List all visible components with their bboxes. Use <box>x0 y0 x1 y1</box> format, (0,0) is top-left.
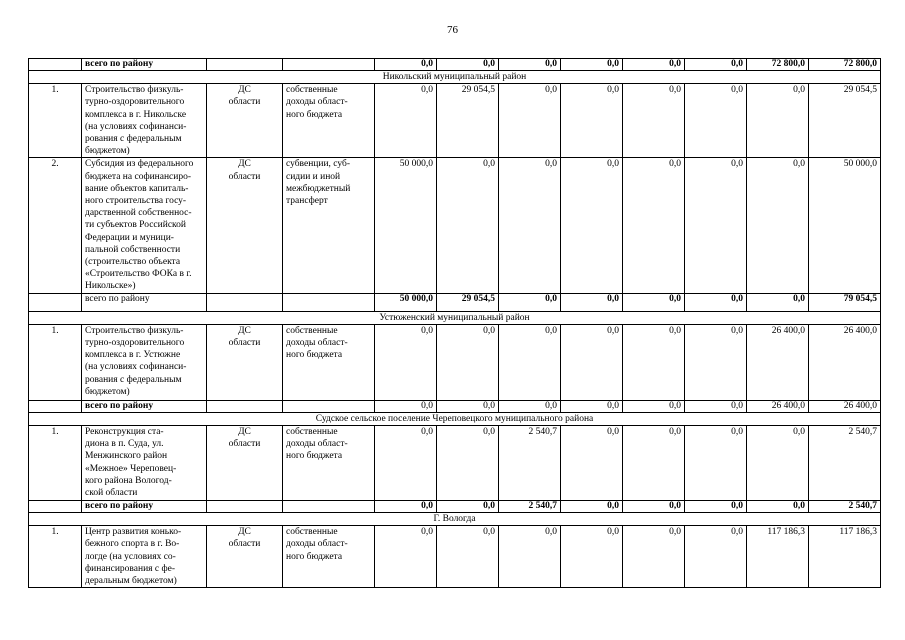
table-cell: 0,0 <box>561 59 623 71</box>
table-cell: 0,0 <box>685 426 747 501</box>
table-cell: 0,0 <box>375 400 437 412</box>
table-cell: 117 186,3 <box>747 526 809 588</box>
table-cell: 0,0 <box>437 501 499 513</box>
table-cell: 117 186,3 <box>809 526 881 588</box>
table-cell: 0,0 <box>561 400 623 412</box>
table-cell: 2 540,7 <box>499 501 561 513</box>
table-cell: 2 540,7 <box>809 426 881 501</box>
table-cell: 26 400,0 <box>747 400 809 412</box>
table-cell: 0,0 <box>437 158 499 293</box>
item-name: Строительство физкуль- турно-оздоровительного комплекса в г. Никольске (на условиях софинанси- рования с федеральным бюджетом) <box>82 84 207 158</box>
table-cell: 0,0 <box>623 324 685 400</box>
table-cell: 29 054,5 <box>437 84 499 158</box>
table-cell: 0,0 <box>685 84 747 158</box>
section-title: Никольский муниципальный район <box>29 71 881 84</box>
table-row <box>29 324 881 400</box>
table-cell: 26 400,0 <box>809 400 881 412</box>
section-header-row <box>29 412 881 425</box>
table-cell: 0,0 <box>561 526 623 588</box>
item-name: Реконструкция ста- диона в п. Суда, ул. Менжинского район «Межное» Череповец- кого района Вологод- ской области <box>82 426 207 501</box>
table-cell: 72 800,0 <box>809 59 881 71</box>
page-number: 76 <box>447 24 458 36</box>
table-cell: 0,0 <box>561 293 623 311</box>
table-row <box>29 158 881 293</box>
table-cell: 0,0 <box>499 526 561 588</box>
total-label: всего по району <box>82 400 207 412</box>
item-name: Центр развития конько- бежного спорта в г. Во- логде (на условиях со- финансирования с фе- деральным бюджетом) <box>82 526 207 588</box>
item-name: Субсидия из федерального бюджета на софинансиро- вание объектов капиталь- ного строительства госу- дарственной собственнос- ти субъектов Российской Федерации и муници- пальной собственности (строительство объекта «Строительство ФОКа в г. Никольске») <box>82 158 207 293</box>
item-organization: ДС области <box>207 426 283 501</box>
row-number: 1. <box>29 526 82 588</box>
table-cell: 0,0 <box>623 501 685 513</box>
item-funding-source: субвенции, суб- сидии и иной межбюджетный трансферт <box>283 158 375 293</box>
item-organization: ДС области <box>207 324 283 400</box>
section-header-row <box>29 513 881 526</box>
table-cell: 0,0 <box>561 426 623 501</box>
table-cell: 50 000,0 <box>375 293 437 311</box>
table-cell: 0,0 <box>375 59 437 71</box>
table-cell: 50 000,0 <box>375 158 437 293</box>
section-header-row <box>29 71 881 84</box>
total-label: всего по району <box>82 501 207 513</box>
table-cell: 2 540,7 <box>809 501 881 513</box>
table-cell: 0,0 <box>685 501 747 513</box>
table-cell: 0,0 <box>499 293 561 311</box>
section-header-row <box>29 311 881 324</box>
total-label: всего по району <box>82 59 207 71</box>
table-cell: 0,0 <box>561 501 623 513</box>
table-cell: 0,0 <box>685 293 747 311</box>
table-cell: 0,0 <box>623 59 685 71</box>
table-cell: 50 000,0 <box>809 158 881 293</box>
table-cell: 0,0 <box>623 84 685 158</box>
table-cell: 0,0 <box>685 400 747 412</box>
total-label: всего по району <box>82 293 207 311</box>
table-cell: 2 540,7 <box>499 426 561 501</box>
item-funding-source: собственные доходы област- ного бюджета <box>283 526 375 588</box>
table-cell: 0,0 <box>685 324 747 400</box>
table-cell: 0,0 <box>623 526 685 588</box>
table-cell: 0,0 <box>623 400 685 412</box>
table-cell: 29 054,5 <box>437 293 499 311</box>
table-cell: 0,0 <box>747 501 809 513</box>
item-name: Строительство физкуль- турно-оздоровительного комплекса в г. Устюжне (на условиях софинанси- рования с федеральным бюджетом) <box>82 324 207 400</box>
table-cell: 0,0 <box>747 158 809 293</box>
table-cell: 0,0 <box>499 400 561 412</box>
item-funding-source: собственные доходы област- ного бюджета <box>283 324 375 400</box>
row-number: 2. <box>29 158 82 293</box>
table-cell: 0,0 <box>685 158 747 293</box>
section-title: Г. Вологда <box>29 513 881 526</box>
table-cell: 0,0 <box>685 526 747 588</box>
section-title: Судское сельское поселение Череповецкого муниципального района <box>29 412 881 425</box>
item-funding-source: собственные доходы област- ного бюджета <box>283 426 375 501</box>
item-organization: ДС области <box>207 84 283 158</box>
table-cell: 0,0 <box>437 526 499 588</box>
table-cell: 0,0 <box>437 324 499 400</box>
table-cell: 0,0 <box>499 84 561 158</box>
table-row <box>29 426 881 501</box>
item-funding-source: собственные доходы област- ного бюджета <box>283 84 375 158</box>
table-cell: 0,0 <box>747 426 809 501</box>
table-cell: 0,0 <box>437 59 499 71</box>
item-organization: ДС области <box>207 526 283 588</box>
table-cell: 0,0 <box>499 59 561 71</box>
table-cell: 0,0 <box>499 324 561 400</box>
table-cell: 0,0 <box>375 84 437 158</box>
table-cell: 0,0 <box>747 293 809 311</box>
item-organization: ДС области <box>207 158 283 293</box>
row-number: 1. <box>29 324 82 400</box>
table-cell: 26 400,0 <box>809 324 881 400</box>
table-row <box>29 84 881 158</box>
table-row <box>29 59 881 71</box>
table-cell: 0,0 <box>561 158 623 293</box>
table-cell: 29 054,5 <box>809 84 881 158</box>
total-row <box>29 501 881 513</box>
table-cell: 0,0 <box>561 324 623 400</box>
table-row <box>29 526 881 588</box>
table-cell: 0,0 <box>375 501 437 513</box>
table-cell: 0,0 <box>623 426 685 501</box>
table-cell: 72 800,0 <box>747 59 809 71</box>
table-cell: 0,0 <box>623 158 685 293</box>
total-row <box>29 293 881 311</box>
table-cell: 0,0 <box>375 426 437 501</box>
table-cell: 0,0 <box>685 59 747 71</box>
table-cell: 26 400,0 <box>747 324 809 400</box>
table-cell: 0,0 <box>561 84 623 158</box>
row-number: 1. <box>29 84 82 158</box>
table-cell: 0,0 <box>437 400 499 412</box>
table-cell: 0,0 <box>747 84 809 158</box>
table-cell: 0,0 <box>499 158 561 293</box>
row-number: 1. <box>29 426 82 501</box>
table-cell: 79 054,5 <box>809 293 881 311</box>
table-cell: 0,0 <box>437 426 499 501</box>
total-row <box>29 400 881 412</box>
budget-table <box>28 58 881 588</box>
table-cell: 0,0 <box>375 526 437 588</box>
table-cell: 0,0 <box>375 324 437 400</box>
table-cell: 0,0 <box>623 293 685 311</box>
section-title: Устюженский муниципальный район <box>29 311 881 324</box>
